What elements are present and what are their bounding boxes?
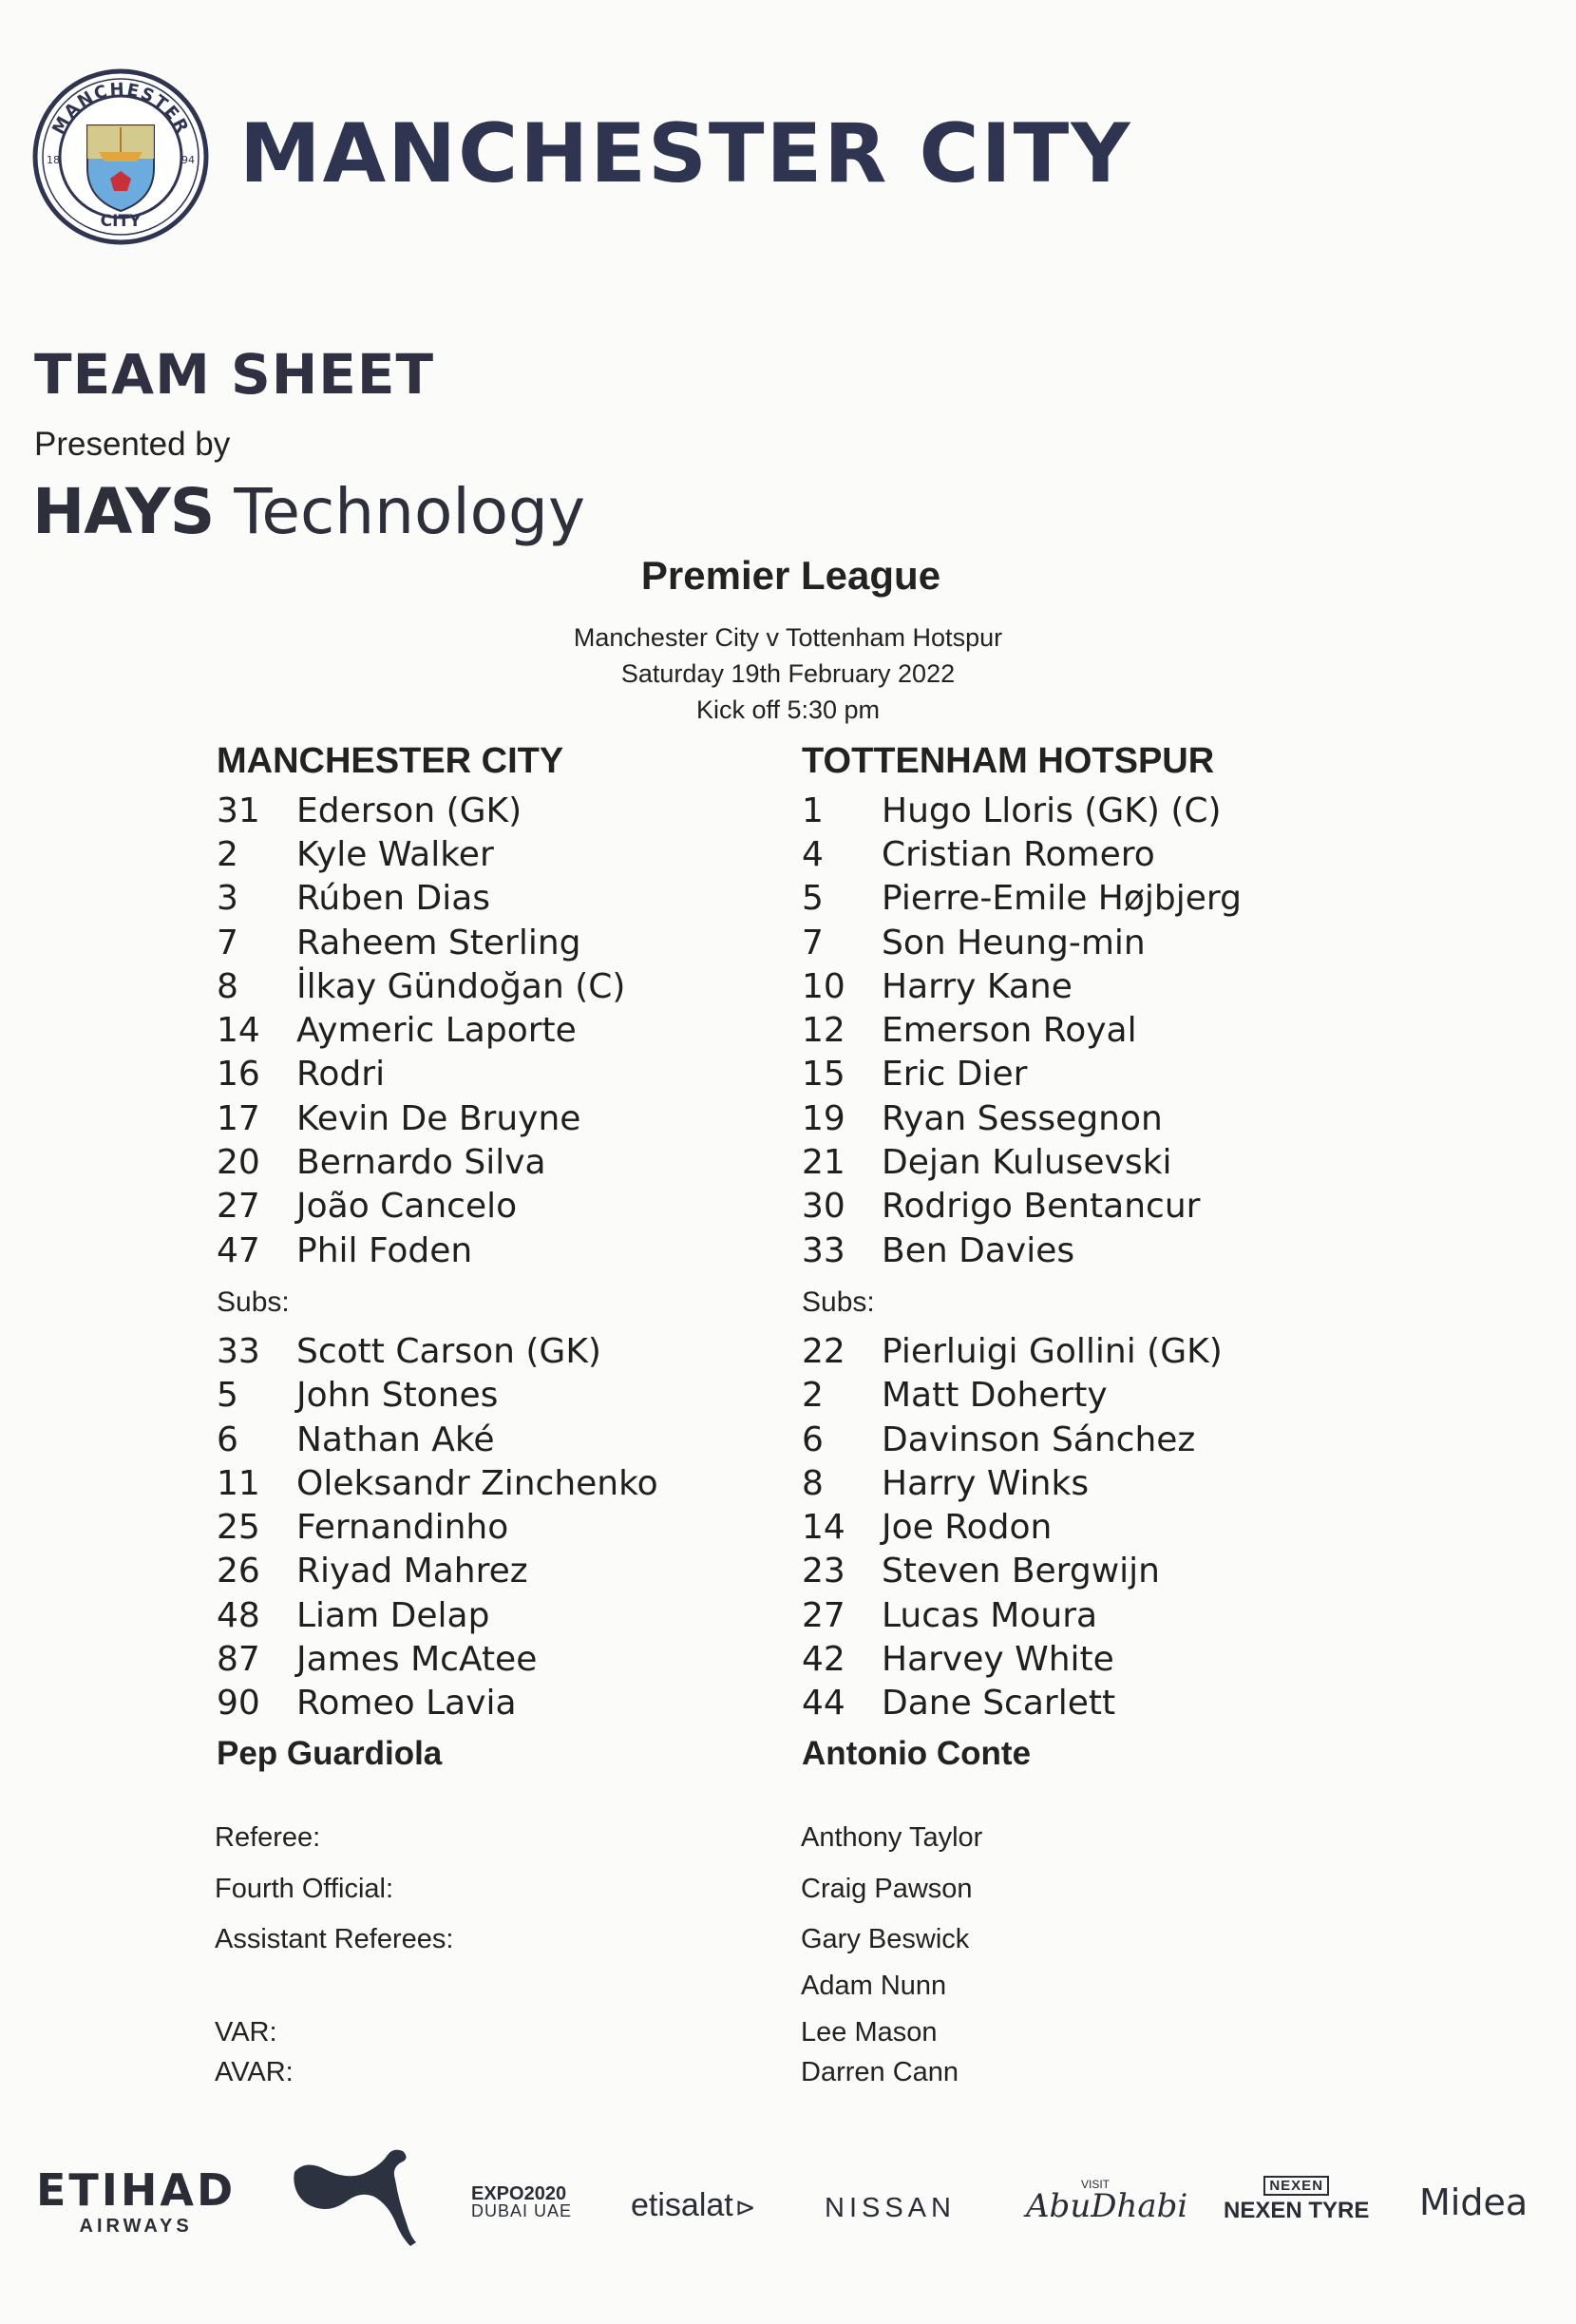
player-name: Raheem Sterling bbox=[296, 923, 581, 962]
player-name: Joe Rodon bbox=[882, 1508, 1053, 1548]
home-starter-player-row bbox=[217, 1053, 749, 1096]
shirt-number: 31 bbox=[217, 791, 260, 830]
presented-by-text: Presented by bbox=[34, 426, 231, 463]
club-crest-logo bbox=[32, 68, 209, 245]
nexen-mark-icon: NEXEN bbox=[1263, 2176, 1329, 2196]
away-sub-player-row bbox=[802, 1593, 1391, 1637]
home-team-name: MANCHESTER CITY bbox=[217, 741, 564, 781]
away-team-name: TOTTENHAM HOTSPUR bbox=[802, 741, 1215, 781]
player-name: Aymeric Laporte bbox=[296, 1011, 577, 1051]
player-name: Harry Kane bbox=[882, 966, 1073, 1006]
player-name: Kyle Walker bbox=[296, 834, 494, 874]
player-name: Pierre-Emile Højbjerg bbox=[882, 879, 1242, 919]
shirt-number: 10 bbox=[802, 966, 845, 1006]
away-sub-player-row bbox=[802, 1461, 1391, 1505]
away-sub-player-row bbox=[802, 1550, 1391, 1593]
visit-abu-dhabi-logo bbox=[1026, 2178, 1187, 2225]
expo-2020-logo bbox=[471, 2185, 572, 2219]
etisalat-logo bbox=[631, 2187, 756, 2224]
home-sub-player-row bbox=[217, 1505, 749, 1549]
shirt-number: 3 bbox=[217, 879, 238, 919]
player-name: Scott Carson (GK) bbox=[296, 1331, 601, 1371]
player-name: Harry Winks bbox=[882, 1463, 1090, 1503]
hays-wordmark: HAYS bbox=[32, 475, 215, 548]
puma-cat-icon bbox=[289, 2145, 422, 2250]
shirt-number: 2 bbox=[802, 1376, 824, 1416]
home-sub-player-row bbox=[217, 1593, 749, 1637]
away-starter-player-row bbox=[802, 1140, 1391, 1184]
match-date: Saturday 19th February 2022 bbox=[620, 659, 956, 688]
referee-label: Referee: bbox=[215, 1822, 321, 1853]
away-sub-player-row bbox=[802, 1374, 1391, 1418]
home-starters-list bbox=[217, 789, 749, 1272]
home-subs-label: Subs: bbox=[217, 1286, 290, 1319]
away-sub-player-row bbox=[802, 1418, 1391, 1461]
crest-bottom-text: CITY bbox=[100, 212, 142, 231]
player-name: Dejan Kulusevski bbox=[882, 1143, 1172, 1183]
shirt-number: 90 bbox=[217, 1684, 260, 1724]
home-starter-player-row bbox=[217, 1096, 749, 1140]
away-starter-player-row bbox=[802, 1096, 1391, 1140]
midea-logo: Midea bbox=[1419, 2181, 1529, 2223]
away-subs-label: Subs: bbox=[802, 1286, 875, 1319]
home-sub-player-row bbox=[217, 1637, 749, 1681]
shirt-number: 21 bbox=[802, 1143, 845, 1183]
home-sub-player-row bbox=[217, 1550, 749, 1593]
expo-bottom-text: DUBAI UAE bbox=[471, 2201, 573, 2220]
shirt-number: 14 bbox=[802, 1508, 845, 1548]
shirt-number: 12 bbox=[802, 1011, 845, 1051]
player-name: Cristian Romero bbox=[882, 834, 1155, 874]
home-starter-player-row bbox=[217, 964, 749, 1008]
player-name: Oleksandr Zinchenko bbox=[296, 1463, 658, 1503]
assistant-referee-2: Adam Nunn bbox=[801, 1971, 947, 2001]
shirt-number: 2 bbox=[217, 834, 238, 874]
player-name: Pierluigi Gollini (GK) bbox=[882, 1331, 1223, 1371]
shirt-number: 8 bbox=[802, 1463, 824, 1503]
away-starter-player-row bbox=[802, 1053, 1391, 1096]
player-name: Liam Delap bbox=[296, 1595, 490, 1635]
shirt-number: 5 bbox=[217, 1376, 238, 1416]
home-team-column bbox=[217, 741, 749, 1782]
home-starter-player-row bbox=[217, 877, 749, 921]
visit-text: VISIT bbox=[1081, 2178, 1111, 2191]
crest-left-number: 18 bbox=[47, 154, 60, 166]
player-name: Rodri bbox=[296, 1055, 386, 1095]
away-subs-list bbox=[802, 1329, 1391, 1725]
shirt-number: 6 bbox=[217, 1419, 238, 1459]
shirt-number: 48 bbox=[217, 1595, 260, 1635]
away-starter-player-row bbox=[802, 921, 1391, 964]
player-name: Hugo Lloris (GK) (C) bbox=[882, 791, 1222, 830]
etihad-logo bbox=[36, 2164, 237, 2238]
shirt-number: 27 bbox=[802, 1595, 845, 1635]
home-manager: Pep Guardiola bbox=[217, 1734, 443, 1772]
away-starter-player-row bbox=[802, 789, 1391, 832]
home-sub-player-row bbox=[217, 1418, 749, 1461]
competition-title bbox=[0, 553, 1576, 599]
shirt-number: 15 bbox=[802, 1055, 845, 1095]
home-subs-list bbox=[217, 1329, 749, 1725]
etihad-wordmark: ETIHAD bbox=[36, 2164, 237, 2216]
nexen-tyre-text: NEXEN TYRE bbox=[1224, 2198, 1370, 2223]
player-name: Dane Scarlett bbox=[882, 1684, 1116, 1724]
player-name: Ryan Sessegnon bbox=[882, 1098, 1163, 1138]
shirt-number: 4 bbox=[802, 834, 824, 874]
away-starter-player-row bbox=[802, 1185, 1391, 1229]
away-sub-player-row bbox=[802, 1682, 1391, 1725]
player-name: Eric Dier bbox=[882, 1055, 1028, 1095]
shirt-number: 8 bbox=[217, 966, 238, 1006]
club-title: MANCHESTER CITY bbox=[239, 106, 1132, 201]
away-starter-player-row bbox=[802, 877, 1391, 921]
crest-top-text: MANCHESTER bbox=[48, 79, 193, 139]
shirt-number: 33 bbox=[217, 1331, 260, 1371]
away-sub-player-row bbox=[802, 1329, 1391, 1373]
player-name: Nathan Aké bbox=[296, 1419, 495, 1459]
nissan-logo: NISSAN bbox=[825, 2193, 956, 2223]
shirt-number: 22 bbox=[802, 1331, 845, 1371]
shirt-number: 87 bbox=[217, 1639, 260, 1679]
home-sub-player-row bbox=[217, 1682, 749, 1725]
shirt-number: 20 bbox=[217, 1143, 260, 1183]
home-starter-player-row bbox=[217, 832, 749, 876]
home-starter-player-row bbox=[217, 1185, 749, 1229]
player-name: Rodrigo Bentancur bbox=[882, 1187, 1201, 1227]
player-name: Ederson (GK) bbox=[296, 791, 522, 830]
away-sub-player-row bbox=[802, 1505, 1391, 1549]
avar-label: AVAR: bbox=[215, 2057, 294, 2087]
shirt-number: 16 bbox=[217, 1055, 260, 1095]
etisalat-mark-icon: ⊳ bbox=[734, 2193, 756, 2221]
crest-right-number: 94 bbox=[181, 154, 195, 166]
shirt-number: 6 bbox=[802, 1419, 824, 1459]
away-starter-player-row bbox=[802, 1008, 1391, 1052]
away-starters-list bbox=[802, 789, 1391, 1272]
away-starter-player-row bbox=[802, 964, 1391, 1008]
player-name: James McAtee bbox=[296, 1639, 538, 1679]
nexen-tyre-logo bbox=[1224, 2176, 1369, 2224]
var-name: Lee Mason bbox=[801, 2017, 938, 2048]
player-name: Kevin De Bruyne bbox=[296, 1098, 581, 1138]
shirt-number: 11 bbox=[217, 1463, 260, 1503]
shirt-number: 44 bbox=[802, 1684, 845, 1724]
assistant-referee-1: Gary Beswick bbox=[801, 1924, 970, 1954]
shirt-number: 7 bbox=[217, 923, 238, 962]
fourth-official-label: Fourth Official: bbox=[215, 1874, 394, 1904]
etihad-airways-text: AIRWAYS bbox=[79, 2216, 193, 2237]
shirt-number: 17 bbox=[217, 1098, 260, 1138]
shirt-number: 26 bbox=[217, 1552, 260, 1591]
abu-dhabi-wordmark: AbuDhabi bbox=[1026, 2187, 1188, 2225]
player-name: Harvey White bbox=[882, 1639, 1114, 1679]
player-name: Romeo Lavia bbox=[296, 1684, 517, 1724]
player-name: Bernardo Silva bbox=[296, 1143, 546, 1183]
shirt-number: 47 bbox=[217, 1230, 260, 1270]
shirt-number: 25 bbox=[217, 1508, 260, 1548]
player-name: Ben Davies bbox=[882, 1230, 1075, 1270]
assistant-referees-label: Assistant Referees: bbox=[215, 1924, 454, 1954]
hays-technology-logo bbox=[32, 475, 585, 548]
shirt-number: 42 bbox=[802, 1639, 845, 1679]
technology-wordmark: Technology bbox=[214, 475, 586, 548]
player-name: Davinson Sánchez bbox=[882, 1419, 1196, 1459]
shirt-number: 14 bbox=[217, 1011, 260, 1051]
player-name: John Stones bbox=[296, 1376, 499, 1416]
shirt-number: 33 bbox=[802, 1230, 845, 1270]
away-manager: Antonio Conte bbox=[802, 1734, 1032, 1772]
kickoff-time: Kick off 5:30 pm bbox=[695, 695, 881, 724]
etisalat-wordmark: etisalat bbox=[631, 2187, 733, 2223]
away-team-column bbox=[802, 741, 1391, 1782]
player-name: Phil Foden bbox=[296, 1230, 473, 1270]
player-name: Fernandinho bbox=[296, 1508, 509, 1548]
home-starter-player-row bbox=[217, 789, 749, 832]
home-starter-player-row bbox=[217, 921, 749, 964]
player-name: Son Heung-min bbox=[882, 923, 1146, 962]
home-sub-player-row bbox=[217, 1329, 749, 1373]
player-name: Matt Doherty bbox=[882, 1376, 1108, 1416]
player-name: João Cancelo bbox=[296, 1187, 518, 1227]
home-sub-player-row bbox=[217, 1461, 749, 1505]
player-name: Rúben Dias bbox=[296, 879, 491, 919]
avar-name: Darren Cann bbox=[801, 2057, 959, 2087]
home-starter-player-row bbox=[217, 1229, 749, 1272]
var-label: VAR: bbox=[215, 2017, 277, 2048]
away-sub-player-row bbox=[802, 1637, 1391, 1681]
shirt-number: 19 bbox=[802, 1098, 845, 1138]
home-starter-player-row bbox=[217, 1008, 749, 1052]
away-starter-player-row bbox=[802, 1229, 1391, 1272]
shirt-number: 1 bbox=[802, 791, 824, 830]
fixture-line: Manchester City v Tottenham Hotspur bbox=[573, 623, 1003, 652]
shirt-number: 5 bbox=[802, 879, 824, 919]
player-name: Riyad Mahrez bbox=[296, 1552, 528, 1591]
referee-name: Anthony Taylor bbox=[801, 1822, 983, 1853]
player-name: Lucas Moura bbox=[882, 1595, 1098, 1635]
sheet-title: TEAM SHEET bbox=[34, 342, 435, 407]
player-name: Steven Bergwijn bbox=[882, 1552, 1160, 1591]
home-starter-player-row bbox=[217, 1140, 749, 1184]
shirt-number: 7 bbox=[802, 923, 824, 962]
shirt-number: 30 bbox=[802, 1187, 845, 1227]
player-name: Emerson Royal bbox=[882, 1011, 1137, 1051]
expo-top-text: EXPO2020 bbox=[471, 2183, 567, 2204]
shirt-number: 23 bbox=[802, 1552, 845, 1591]
home-sub-player-row bbox=[217, 1374, 749, 1418]
shirt-number: 27 bbox=[217, 1187, 260, 1227]
away-starter-player-row bbox=[802, 832, 1391, 876]
fourth-official-name: Craig Pawson bbox=[801, 1874, 973, 1904]
competition-text: Premier League bbox=[640, 553, 941, 598]
player-name: İlkay Gündoğan (C) bbox=[296, 966, 626, 1006]
